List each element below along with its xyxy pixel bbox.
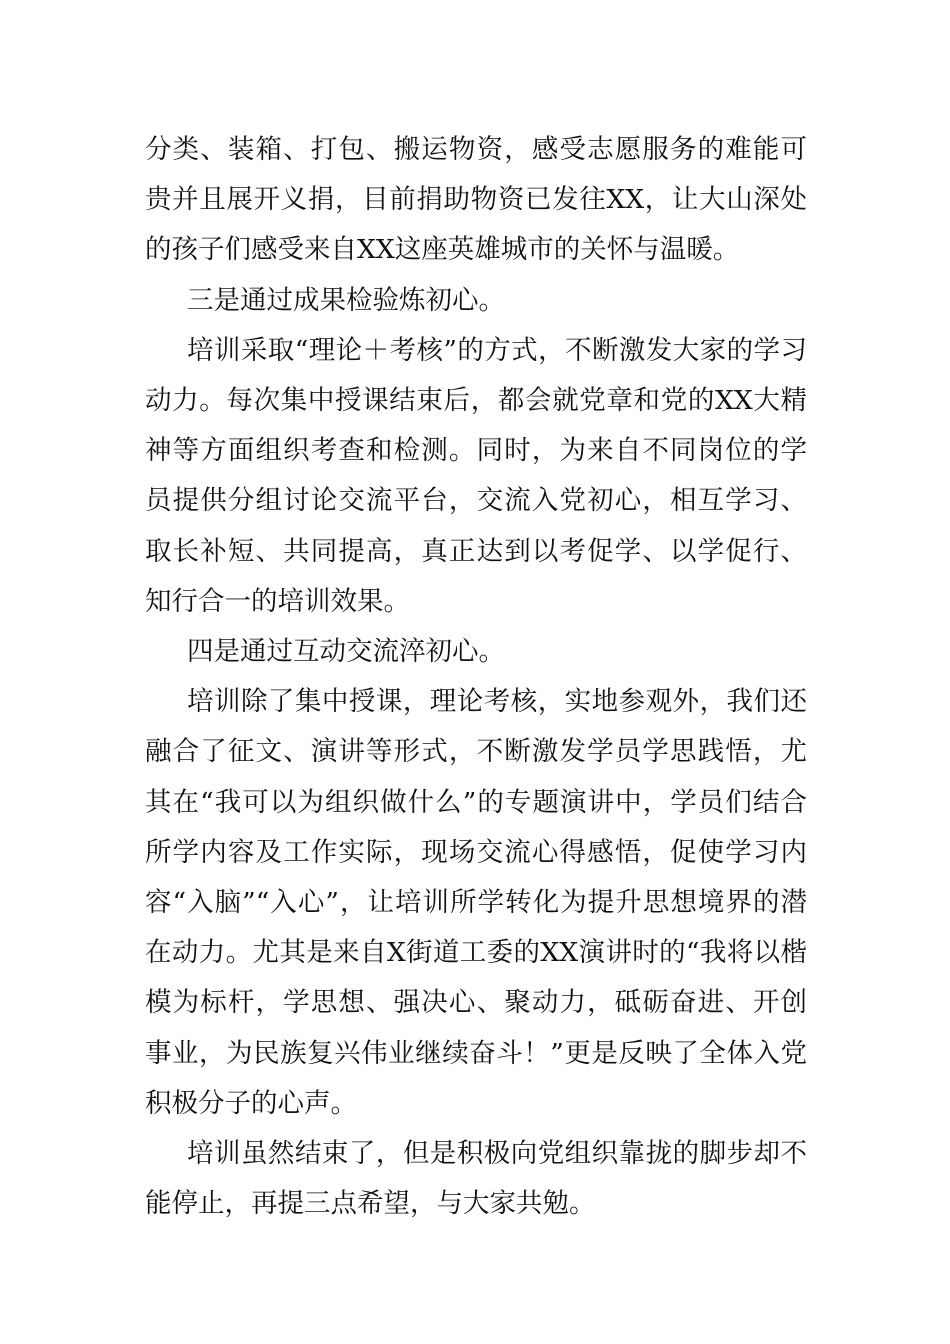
document-body: [145, 125, 807, 1229]
paragraph-interaction: 培训除了集中授课，理论考核，实地参观外，我们还融合了征文、演讲等形式，不断激发学员学思践悟，尤其在“我可以为组织做什么”的专题演讲中，学员们结合所学内容及工作实际，现场交流心得感悟，促使学习内容“入脑”“入心”，让培训所学转化为提升思想境界的潜在动力。尤其是来自X街道工委的XX演讲时的“我将以楷模为标杆，学思想、强决心、聚动力，砥砺奋进、开创事业，为民族复兴伟业继续奋斗！”更是反映了全体入党积极分子的心声。: [145, 686, 807, 1119]
paragraph-closing: 培训虽然结束了，但是积极向党组织靠拢的脚步却不能停止，再提三点希望，与大家共勉。: [145, 1138, 807, 1220]
paragraph-assessment: 培训采取“理论＋考核”的方式，不断激发大家的学习动力。每次集中授课结束后，都会就党章和党的XX大精神等方面组织考查和检测。同时，为来自不同岗位的学员提供分组讨论交流平台，交流入党初心，相互学习、取长补短、共同提高，真正达到以考促学、以学促行、知行合一的培训效果。: [145, 334, 807, 617]
section-heading-four: 四是通过互动交流淬初心。: [187, 636, 505, 668]
paragraph-continuation: 分类、装箱、打包、搬运物资，感受志愿服务的难能可贵并且展开义捐，目前捐助物资已发往XX，让大山深处的孩子们感受来自XX这座英雄城市的关怀与温暖。: [145, 134, 807, 266]
section-heading-three: 三是通过成果检验炼初心。: [187, 284, 505, 316]
